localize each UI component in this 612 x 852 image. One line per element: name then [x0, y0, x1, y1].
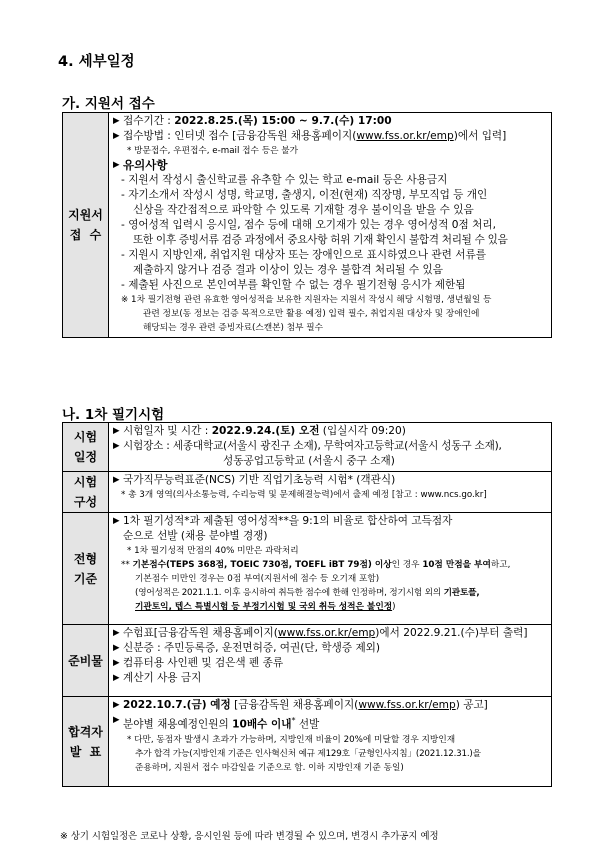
triangle-right-icon: ▶	[113, 131, 120, 141]
triangle-right-icon: ▶	[113, 643, 120, 653]
composition-content	[109, 472, 552, 513]
supplies-line: ▶ 계산기 사용 금지	[113, 672, 202, 684]
criteria-line-cont: 순으로 선발 (채용 분야별 경쟁)	[123, 530, 268, 542]
schedule-header: 시험 일정	[63, 423, 109, 472]
caution-item: - 제출된 사진으로 본인여부를 확인할 수 없는 경우 필기전형 응시가 제한됨	[121, 279, 466, 291]
supplies-content	[109, 625, 552, 697]
footnote: ※ 상기 시험일정은 코로나 상황, 응시인원 등에 따라 변경될 수 있으며, 변경시 추가공지 예정	[60, 831, 439, 842]
triangle-right-icon: ▶	[113, 715, 120, 725]
method-line: ▶ 접수방법 : 인터넷 접수 [금융감독원 채용홈페이지(www.fss.or.kr/emp)에서 입력]	[113, 130, 507, 142]
criteria-note: * 1차 필기성적 만점의 40% 미만은 과락처리	[127, 546, 299, 556]
results-line: ▶ 분야별 채용예정인원의 10배수 이내* 선발	[113, 715, 320, 731]
header-text: 지원서	[68, 208, 103, 222]
method-note: * 방문접수, 우편접수, e-mail 접수 등은 불가	[127, 146, 299, 156]
triangle-right-icon: ▶	[113, 658, 120, 668]
written-subtitle: 나. 1차 필기시험	[62, 407, 165, 423]
section-title: 4. 세부일정	[58, 54, 135, 70]
schedule-content	[109, 423, 552, 472]
caution-item: - 영어성적 입력시 응시일, 점수 등에 대해 오기재가 있는 경우 영어성적 0점 처리,	[121, 219, 496, 231]
caution-title: ▶ 유의사항	[113, 158, 168, 172]
criteria-note: ** 기본점수(TEPS 368점, TOEIC 730점, TOEFL iBT 79점) 이상인 경우 10점 만점을 부여하고,	[121, 560, 511, 570]
supplies-line: ▶ 수험표[금융감독원 채용홈페이지(www.fss.or.kr/emp)에서 2022.9.21.(수)부터 출력]	[113, 627, 528, 639]
application-header	[63, 113, 109, 338]
header-text: 접 수	[69, 228, 102, 242]
date-line: ▶ 시험일자 및 시간 : 2022.9.24.(토) 오전 (입실시각 09:20)	[113, 425, 406, 437]
results-note: * 다만, 동점자 발생시 초과가 가능하며, 지방인재 비율이 20%에 미달할 경우 지방인재	[127, 734, 456, 745]
triangle-right-icon: ▶	[113, 628, 120, 638]
triangle-right-icon: ▶	[113, 441, 120, 451]
triangle-right-icon: ▶	[113, 116, 120, 126]
caution-item: - 지원시 지방인재, 취업지원 대상자 또는 장애인으로 표시하였으나 관련 서류를	[121, 249, 486, 261]
place-line-cont: 성동공업고등학교 (서울시 중구 소재)	[223, 455, 395, 467]
composition-line: ▶ 국가직무능력표준(NCS) 기반 직업기초능력 시험* (객관식)	[113, 474, 396, 486]
triangle-right-icon: ▶	[113, 160, 120, 170]
application-note-cont: 관련 정보(동 정보는 검증 목적으로만 활용 예정) 입력 필수, 취업지원 대상자 및 장애인에	[143, 309, 480, 319]
recruit-link[interactable]: www.fss.or.kr/emp	[358, 699, 456, 711]
supplies-line: ▶ 컴퓨터용 사인펜 및 검은색 펜 종류	[113, 657, 284, 669]
caution-item-cont: 제출하지 않거나 검증 결과 이상이 있는 경우 불합격 처리될 수 있음	[133, 264, 443, 276]
application-subtitle: 가. 지원서 접수	[62, 96, 155, 112]
composition-header: 시험 구성	[63, 472, 109, 513]
criteria-header: 전형 기준	[63, 513, 109, 625]
results-note-cont: 추가 합격 가능(지방인재 기준은 인사혁신처 예규 제129호「균형인사지침」(2021.12.31.)을	[135, 748, 481, 759]
results-content	[109, 697, 552, 787]
recruit-link[interactable]: www.fss.or.kr/emp	[277, 627, 376, 639]
criteria-content	[109, 513, 552, 625]
caution-item: - 자기소개서 작성시 성명, 학교명, 출생지, 이전(현재) 직장명, 부모직업 등 개인	[121, 189, 488, 201]
application-content	[109, 113, 552, 338]
caution-item-cont: 또한 이후 증빙서류 검증 과정에서 중요사항 허위 기재 확인시 불합격 처리될 수 있음	[133, 234, 508, 246]
supplies-line: ▶ 신분증 : 주민등록증, 운전면허증, 여권(단, 학생증 제외)	[113, 642, 381, 654]
results-header: 합격자 발 표	[63, 697, 109, 787]
results-line: ▶ 2022.10.7.(금) 예정 [금융감독원 채용홈페이지(www.fss.or.kr/emp) 공고]	[113, 699, 488, 711]
triangle-right-icon: ▶	[113, 700, 120, 710]
results-note-cont: 준용하며, 지원서 접수 마감일을 기준으로 함. 이하 지방인재 기준 동일)	[135, 762, 404, 773]
criteria-note-cont: 기본점수 미만인 경우는 0점 부여(지원서에 점수 등 오기재 포함)	[135, 574, 380, 584]
triangle-right-icon: ▶	[113, 516, 120, 526]
criteria-note-cont: 기관토익, 텝스 특별시험 등 부정기시험 및 국외 취득 성적은 불인정)	[135, 602, 396, 612]
application-note-cont: 해당되는 경우 관련 증빙자료(스캔본) 첨부 필수	[143, 323, 324, 333]
application-table	[62, 112, 552, 338]
application-note: ※ 1차 필기전형 관련 유효한 영어성적을 보유한 지원자는 지원서 작성시 해당 시험명, 생년월일 등	[121, 295, 492, 305]
caution-item: - 지원서 작성시 출신학교를 유추할 수 있는 학교 e-mail 등은 사용금지	[121, 174, 448, 186]
caution-item-cont: 신상을 작간접적으로 파악할 수 있도록 기재할 경우 불이익을 받을 수 있음	[133, 204, 474, 216]
written-table	[62, 422, 552, 787]
criteria-note-cont: (영어성적은 2021.1.1. 이후 응시하여 취득한 점수에 한해 인정하며, 정기시험 외의 기관토플,	[135, 588, 480, 598]
criteria-line: ▶ 1차 필기성적*과 제출된 영어성적**을 9:1의 비율로 합산하여 고득점자	[113, 515, 453, 527]
recruit-link[interactable]: www.fss.or.kr/emp	[356, 130, 454, 142]
triangle-right-icon: ▶	[113, 475, 120, 485]
composition-note: * 총 3개 영역(의사소통능력, 수리능력 및 문제해결능력)에서 출제 예정 [참고 : www.ncs.go.kr]	[121, 490, 487, 500]
triangle-right-icon: ▶	[113, 426, 120, 436]
place-line: ▶ 시험장소 : 세종대학교(서울시 광진구 소재), 무학여자고등학교(서울시 성동구 소재),	[113, 440, 502, 452]
period-line: ▶ 접수기간 : 2022.8.25.(목) 15:00 ~ 9.7.(수) 17:00	[113, 115, 392, 127]
triangle-right-icon: ▶	[113, 673, 120, 683]
supplies-header: 준비물	[63, 625, 109, 697]
